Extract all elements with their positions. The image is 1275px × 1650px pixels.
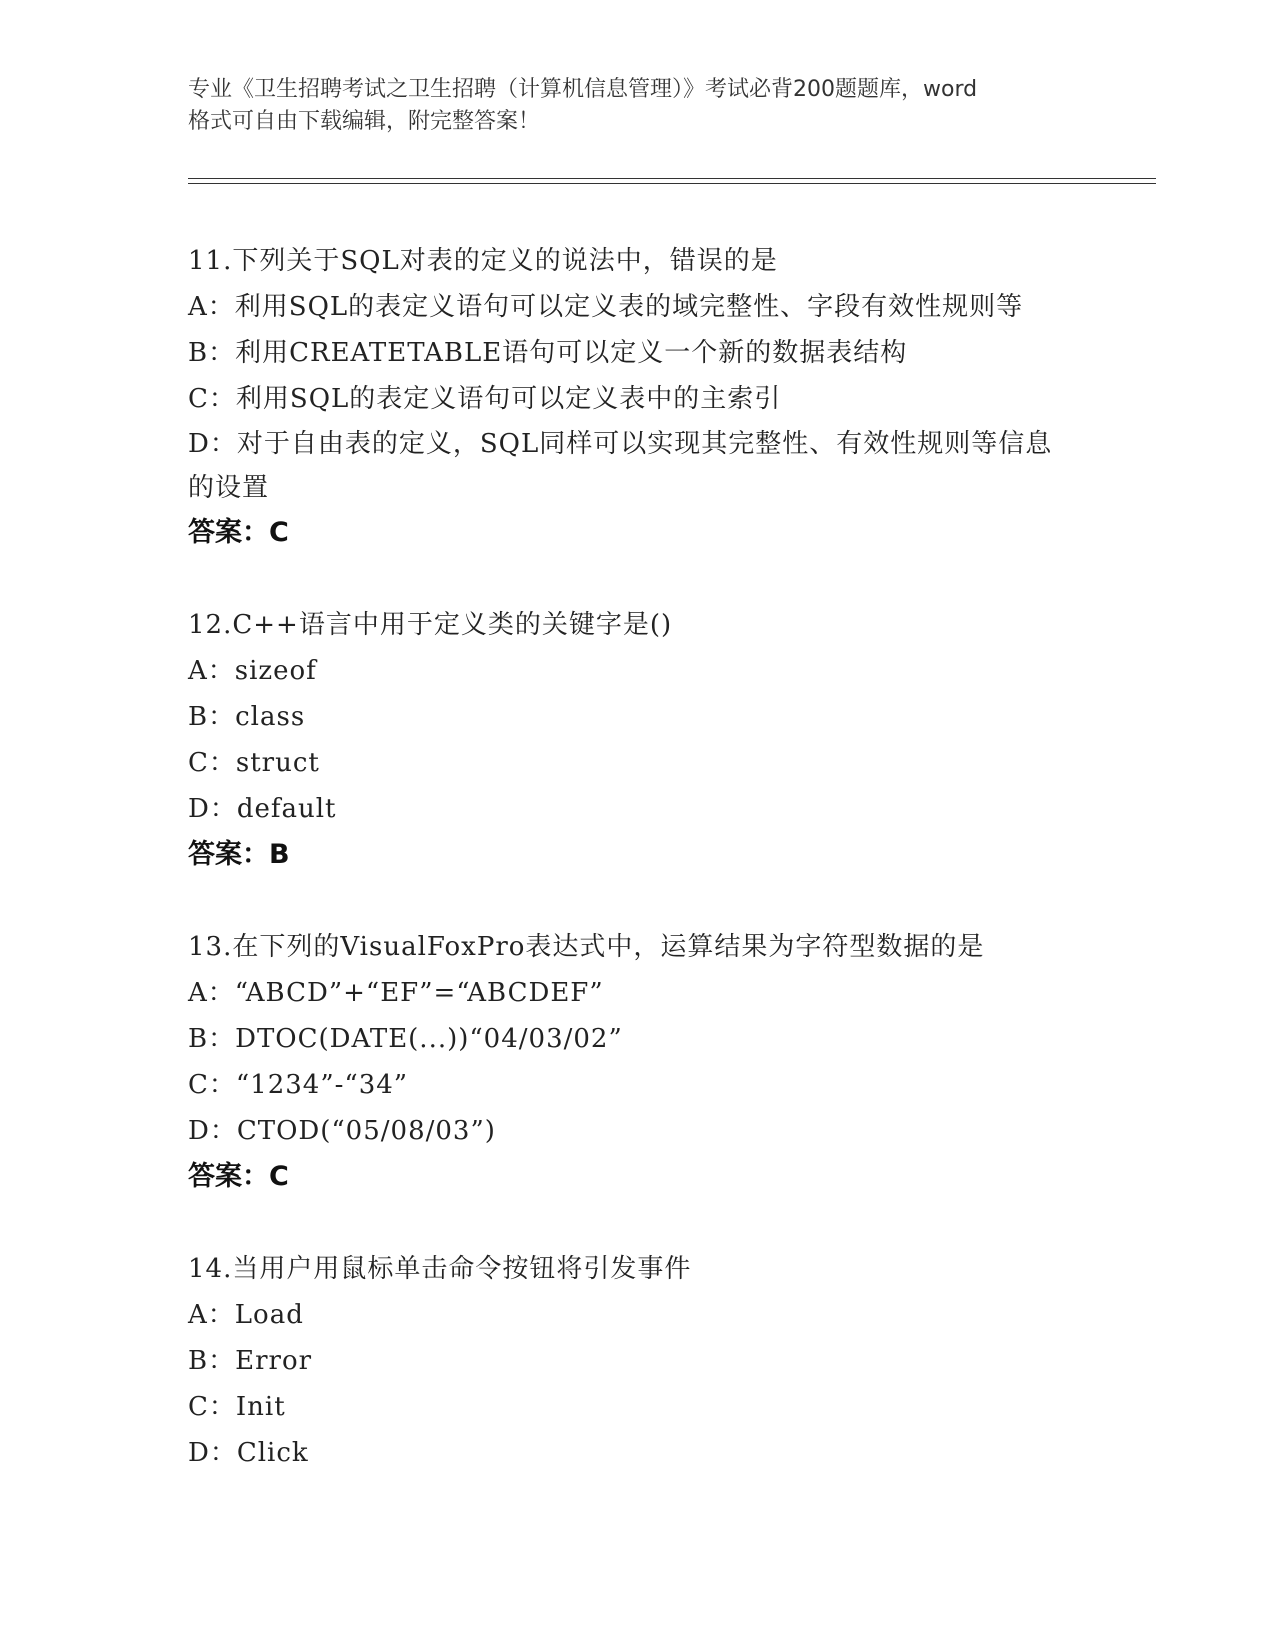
question-stem: 12.C++语言中用于定义类的关键字是() [188, 610, 673, 640]
option-d: D：对于自由表的定义，SQL同样可以实现其完整性、有效性规则等信息的设置 [188, 429, 1053, 503]
option-c: C：“1234”-“34” [188, 1070, 409, 1100]
answer-label: 答案：C [188, 1161, 289, 1192]
option-b: B：class [188, 702, 306, 732]
question-11 [188, 238, 1088, 556]
header-divider-bottom [188, 183, 1156, 184]
question-stem: 11.下列关于SQL对表的定义的说法中，错误的是 [188, 246, 778, 276]
option-a: A：“ABCD”+“EF”=“ABCDEF” [188, 978, 604, 1008]
header-divider-top [188, 178, 1156, 179]
question-14 [188, 1246, 1088, 1476]
option-c: C：利用SQL的表定义语句可以定义表中的主索引 [188, 384, 782, 414]
question-stem: 14.当用户用鼠标单击命令按钮将引发事件 [188, 1254, 692, 1284]
option-d: D：Click [188, 1438, 309, 1468]
question-stem: 13.在下列的VisualFoxPro表达式中，运算结果为字符型数据的是 [188, 932, 985, 962]
option-a: A：Load [188, 1300, 304, 1330]
header-line-2: 格式可自由下载编辑，附完整答案！ [188, 109, 541, 134]
option-a: A：利用SQL的表定义语句可以定义表的域完整性、字段有效性规则等 [188, 292, 1024, 322]
answer-label: 答案：C [188, 517, 289, 548]
question-12 [188, 602, 1088, 878]
answer-label: 答案：B [188, 839, 290, 870]
option-b: B：利用CREATETABLE语句可以定义一个新的数据表结构 [188, 338, 908, 368]
document-header [188, 74, 1088, 138]
option-d: D：default [188, 794, 337, 824]
question-list [188, 238, 1088, 1522]
option-c: C：Init [188, 1392, 286, 1422]
option-b: B：DTOC(DATE(...))“04/03/02” [188, 1024, 623, 1054]
option-b: B：Error [188, 1346, 313, 1376]
option-d: D：CTOD(“05/08/03”) [188, 1116, 496, 1146]
option-a: A：sizeof [188, 656, 317, 686]
question-13 [188, 924, 1088, 1200]
header-line-1: 专业《卫生招聘考试之卫生招聘（计算机信息管理）》考试必背200题题库，word [188, 77, 978, 102]
option-c: C：struct [188, 748, 320, 778]
